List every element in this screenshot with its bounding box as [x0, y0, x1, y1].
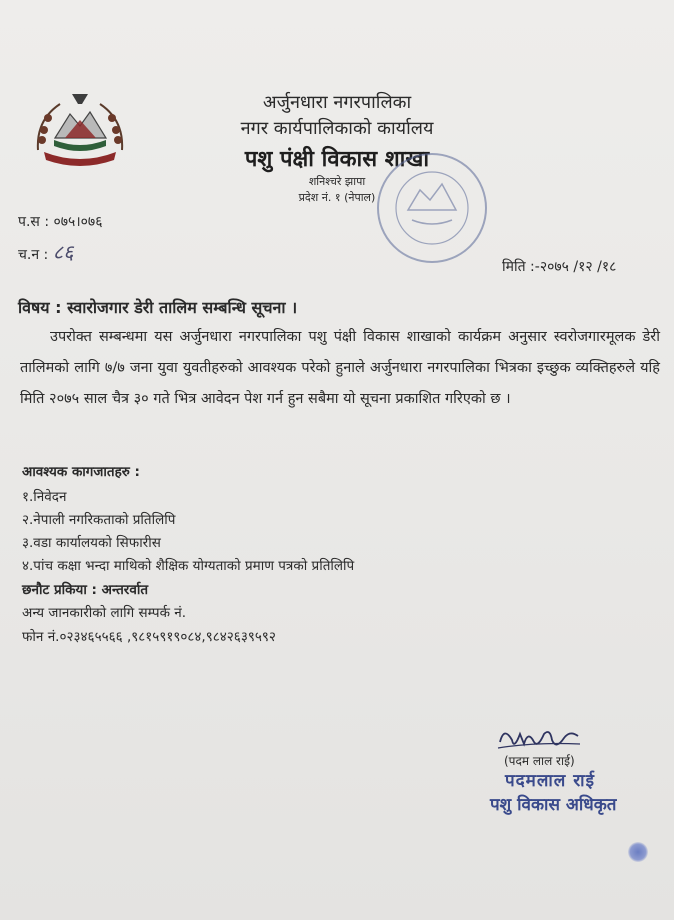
- phone-numbers: फोन नं.०२३४६५५६६ ,९८१५९१९०८४,९८४२६३९५९२: [22, 629, 276, 645]
- reference-cn: [18, 238, 74, 265]
- selection-process: छनौट प्रकिया : अन्तरर्वात: [22, 582, 149, 598]
- ps-value: ०७५।०७६: [53, 214, 103, 230]
- signatory-stamp-name: पदमलाल राई: [505, 771, 595, 791]
- notice-body: उपरोक्त सम्बन्धमा यस अर्जुनधारा नगरपालिका पशु पंक्षी विकास शाखाको कार्यक्रम अनुसार स्वरोजगारमूलक डेरी तालिमको लागि ७/७ जना युवा युवतीहरुको आवश्यक परेको हुनाले अर्जुनधारा नगरपालिका भित्रका इच्छुक व्यक्तिहरुले यहि मिति २०७५ साल चैत्र ३० गते भित्र आवेदन पेश गर्न हुन सबैमा यो सूचना प्रकाशित गरिएको छ ।: [20, 329, 660, 407]
- signatory-stamp-title: पशु विकास अधिकृत: [490, 795, 617, 815]
- document-item: २.नेपाली नगरिकताको प्रतिलिपि: [22, 512, 176, 528]
- signatory-name: (पदम लाल राई): [504, 754, 575, 768]
- subject-line: विषय : स्वारोजगार डेरी तालिम सम्बन्धि सूचना ।: [18, 298, 298, 317]
- contact-line: अन्य जानकारीको लागि सम्पर्क नं.: [22, 605, 187, 621]
- cn-label: च.न :: [18, 247, 49, 263]
- documents-title: आवश्यक कागजातहरु :: [22, 464, 140, 480]
- location-line: शनिश्चरे झापा: [308, 175, 366, 188]
- cn-value: ८६: [52, 240, 74, 264]
- reference-ps: [18, 212, 103, 231]
- municipality-name: अर्जुनधारा नगरपालिका: [262, 92, 412, 113]
- section-name: पशु पंक्षी विकास शाखा: [244, 147, 430, 172]
- ink-blot: [628, 842, 648, 862]
- province-line: प्रदेश नं. १ (नेपाल): [298, 191, 376, 204]
- document-item: ३.वडा कार्यालयको सिफारीस: [22, 535, 161, 551]
- document-item: १.निवेदन: [22, 489, 67, 505]
- office-name: नगर कार्यपालिकाको कार्यालय: [240, 118, 434, 139]
- ps-label: प.स :: [18, 214, 50, 230]
- letter-date: मिति :-२०७५ /१२ /१८: [502, 259, 617, 275]
- office-round-stamp: [372, 148, 496, 268]
- document-item: ४.पांच कक्षा भन्दा माथिको शैक्षिक योग्यताको प्रमाण पत्रको प्रतिलिपि: [22, 558, 355, 574]
